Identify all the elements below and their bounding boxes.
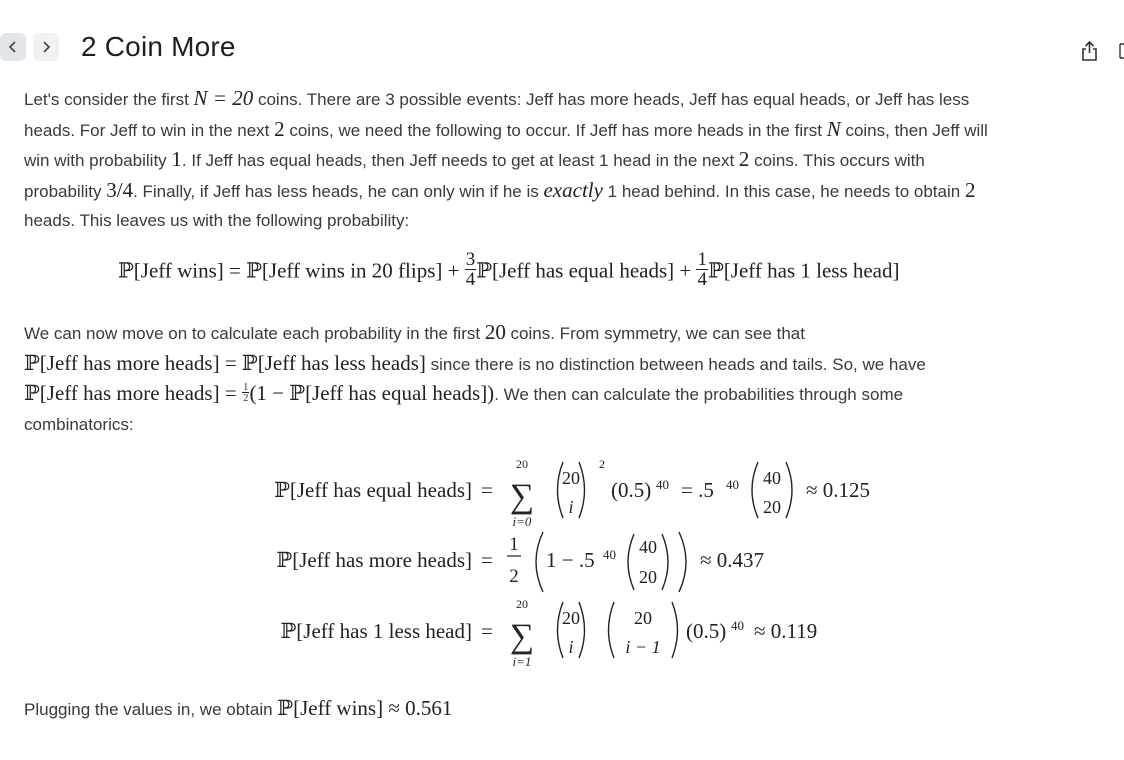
svg-text:=: = — [481, 619, 493, 643]
svg-text:i=1: i=1 — [512, 654, 532, 669]
window-edge-icon — [1118, 43, 1124, 59]
svg-text:20: 20 — [562, 468, 580, 488]
symmetry-paragraph: We can now move on to calculate each probability in the first 20 coins. From symmetry, we can see that ℙ[Jeff has more heads] = ℙ[Jeff has less heads] since there is no distinction between heads and tails. So, we have ℙ[Jeff has more heads] = $\frac{1}{2}$ (1 − ℙ[Jeff has equal heads]). We then can calculate the probabilities through some combinatorics: — [24, 320, 926, 434]
svg-text:40: 40 — [731, 618, 744, 633]
win-probability-equation: ℙ[Jeff wins] = ℙ[Jeff wins in 20 flips] + $\frac{3}{4}$ ℙ[Jeff has equal heads] + $\frac{1}{4}$ ℙ[Jeff has 1 less head] — [118, 249, 900, 290]
svg-text:(0.5): (0.5) — [611, 478, 652, 502]
svg-text:20: 20 — [516, 457, 528, 471]
svg-text:40: 40 — [656, 477, 669, 492]
svg-text:1: 1 — [509, 534, 519, 555]
svg-text:=: = — [481, 548, 493, 572]
svg-text:40: 40 — [726, 477, 739, 492]
combinatorics-equations — [0, 452, 1124, 672]
sum-icon: ∑ — [509, 618, 535, 655]
svg-text:20: 20 — [516, 597, 528, 611]
svg-text:20: 20 — [763, 497, 781, 517]
chevron-right-icon — [40, 41, 52, 53]
svg-text:= .5: = .5 — [681, 478, 714, 502]
svg-text:20: 20 — [639, 567, 657, 587]
svg-text:1 − .5: 1 − .5 — [546, 548, 595, 572]
intro-paragraph: Let's consider the first N = 20 coins. There are 3 possible events: Jeff has more heads, Jeff has equal heads, or Jeff has less heads. For Jeff to win in the next 2 coins, we need the following to occur. If Jeff has more heads in the first N coins, then Jeff will win with probability 1. If Jeff has equal heads, then Jeff needs to get at least 1 head in the next 2 coins. This occurs with probability 3/4. Finally, if Jeff has less heads, he can only win if he is exactly 1 head behind. In this case, he needs to obtain 2 heads. This leaves us with the following probability: — [24, 86, 988, 230]
svg-text:i=0: i=0 — [512, 514, 532, 529]
svg-text:≈ 0.437: ≈ 0.437 — [700, 548, 765, 572]
svg-text:40: 40 — [639, 537, 657, 557]
svg-text:i: i — [568, 637, 574, 657]
more-heads-lhs: ℙ[Jeff has more heads] — [276, 548, 472, 572]
share-icon[interactable] — [1080, 40, 1099, 62]
svg-text:20: 20 — [634, 608, 652, 628]
less-heads-lhs: ℙ[Jeff has 1 less head] — [280, 619, 472, 643]
conclusion-paragraph: Plugging the values in, we obtain ℙ[Jeff wins] ≈ 0.561 — [24, 696, 453, 720]
svg-text:2: 2 — [509, 566, 519, 587]
svg-text:40: 40 — [603, 547, 616, 562]
back-button[interactable] — [0, 33, 26, 61]
svg-text:≈ 0.119: ≈ 0.119 — [754, 619, 818, 643]
svg-text:i − 1: i − 1 — [625, 637, 661, 657]
sum-icon: ∑ — [509, 478, 535, 515]
svg-text:i: i — [568, 497, 574, 517]
svg-text:20: 20 — [562, 608, 580, 628]
page-title: 2 Coin More — [81, 31, 236, 62]
svg-text:2: 2 — [599, 457, 605, 471]
svg-text:≈ 0.125: ≈ 0.125 — [806, 478, 871, 502]
forward-button[interactable] — [33, 33, 59, 61]
chevron-left-icon — [7, 41, 19, 53]
svg-text:(0.5): (0.5) — [686, 619, 727, 643]
svg-text:40: 40 — [763, 468, 781, 488]
svg-text:=: = — [481, 478, 493, 502]
equal-heads-lhs: ℙ[Jeff has equal heads] — [274, 478, 472, 502]
